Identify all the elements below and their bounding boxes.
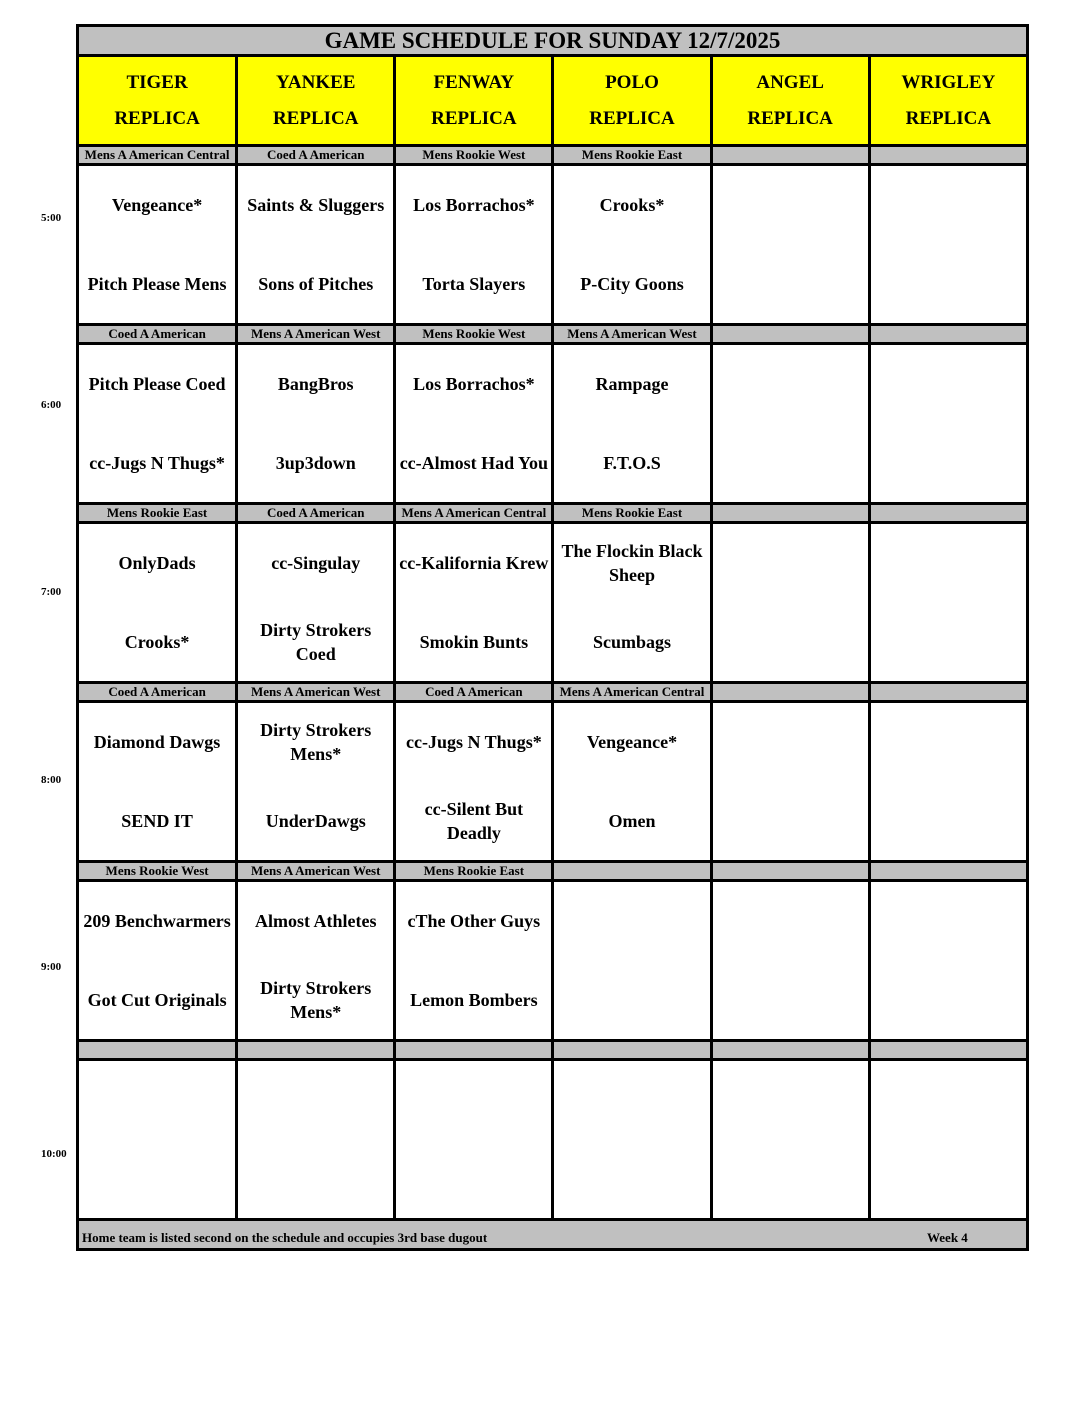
- away-team: Almost Athletes: [254, 911, 377, 932]
- home-team: [871, 424, 1026, 503]
- away-team: The Flockin Black Sheep: [561, 541, 703, 586]
- division-label: Mens Rookie West: [395, 146, 553, 165]
- field-name: WRIGLEY: [901, 71, 996, 93]
- division-label: Mens A American West: [553, 325, 711, 344]
- home-team: [554, 1140, 709, 1219]
- division-label: Coed A American: [237, 504, 395, 523]
- division-label: [395, 1041, 553, 1060]
- game-cell: [711, 1060, 869, 1220]
- game-cell: [553, 344, 711, 504]
- division-label: [78, 1041, 237, 1060]
- away-team: [713, 882, 868, 961]
- home-team: [871, 1140, 1026, 1219]
- division-label: [553, 1041, 711, 1060]
- away-team: Diamond Dawgs: [93, 732, 221, 753]
- field-type: REPLICA: [589, 107, 675, 129]
- home-team: [871, 603, 1026, 682]
- game-cell: [237, 702, 395, 862]
- home-team: [871, 245, 1026, 324]
- away-team: Saints & Sluggers: [247, 195, 385, 216]
- game-row: [78, 344, 1028, 504]
- field-header-polo: [553, 56, 711, 146]
- field-header-angel: [711, 56, 869, 146]
- home-team: Omen: [608, 810, 656, 831]
- home-team: Dirty Strokers Coed: [260, 619, 372, 664]
- field-name: TIGER: [126, 71, 188, 93]
- division-label: Mens Rookie East: [395, 862, 553, 881]
- home-team: [396, 1140, 551, 1219]
- away-team: [713, 166, 868, 245]
- game-cell: [553, 523, 711, 683]
- division-label: [711, 146, 869, 165]
- home-team: Lemon Bombers: [410, 989, 538, 1010]
- time-slot-label: 9:00: [41, 961, 62, 973]
- away-team: Rampage: [595, 374, 669, 395]
- division-row: [78, 146, 1028, 165]
- game-cell: [78, 881, 237, 1041]
- away-team: [871, 524, 1026, 603]
- home-team: Got Cut Originals: [87, 989, 227, 1010]
- game-cell: [395, 165, 553, 325]
- time-slot-label: 5:00: [41, 212, 62, 224]
- away-team: [713, 524, 868, 603]
- home-team: [871, 961, 1026, 1040]
- home-team-note: Home team is listed second on the schedule and occupies 3rd base dugout: [82, 1230, 488, 1245]
- game-cell: [553, 881, 711, 1041]
- away-team: [713, 703, 868, 782]
- game-cell: [553, 702, 711, 862]
- division-label: Mens A American West: [237, 325, 395, 344]
- field-name: ANGEL: [756, 71, 824, 93]
- division-label: Coed A American: [395, 683, 553, 702]
- home-team: [871, 782, 1026, 861]
- footer-bar: [78, 1220, 1028, 1250]
- week-label: Week 4: [927, 1230, 968, 1245]
- field-type: REPLICA: [114, 107, 200, 129]
- away-team: BangBros: [277, 374, 354, 395]
- game-cell: [78, 344, 237, 504]
- game-cell: [711, 344, 869, 504]
- away-team: [871, 166, 1026, 245]
- field-name: FENWAY: [433, 71, 515, 93]
- game-cell: [395, 344, 553, 504]
- division-label: Mens A American Central: [78, 146, 237, 165]
- away-team: cThe Other Guys: [407, 911, 541, 932]
- time-slot-label: 8:00: [41, 774, 62, 786]
- game-cell: [711, 523, 869, 683]
- field-header-fenway: [395, 56, 553, 146]
- division-label: [711, 862, 869, 881]
- away-team: cc-Singulay: [271, 553, 361, 574]
- home-team: cc-Jugs N Thugs*: [89, 452, 225, 473]
- division-row: [78, 1041, 1028, 1060]
- time-column: [0, 0, 76, 1408]
- time-slot-label: 7:00: [41, 586, 62, 598]
- game-cell: [78, 1060, 237, 1220]
- division-label: Mens Rookie East: [78, 504, 237, 523]
- division-label: [869, 325, 1027, 344]
- game-cell: [78, 165, 237, 325]
- home-team: 3up3down: [275, 452, 356, 473]
- away-team: Pitch Please Coed: [88, 374, 226, 395]
- field-name: POLO: [605, 71, 659, 93]
- division-label: Mens Rookie West: [395, 325, 553, 344]
- game-cell: [869, 1060, 1027, 1220]
- home-team: [713, 782, 868, 861]
- home-team: Pitch Please Mens: [87, 273, 227, 294]
- game-cell: [237, 165, 395, 325]
- game-cell: [553, 1060, 711, 1220]
- game-cell: [237, 1060, 395, 1220]
- game-cell: [869, 881, 1027, 1041]
- field-name: YANKEE: [275, 71, 356, 93]
- away-team: Dirty Strokers Mens*: [260, 720, 372, 765]
- home-team: [238, 1140, 393, 1219]
- away-team: Los Borrachos*: [413, 195, 535, 216]
- division-label: [869, 504, 1027, 523]
- game-row: [78, 165, 1028, 325]
- field-type: REPLICA: [272, 107, 359, 129]
- division-label: Mens Rookie East: [553, 504, 711, 523]
- away-team: OnlyDads: [118, 553, 196, 574]
- game-cell: [237, 523, 395, 683]
- time-slot-label: 6:00: [41, 399, 62, 411]
- away-team: [871, 703, 1026, 782]
- away-team: Vengeance*: [586, 732, 678, 753]
- away-team: [238, 1061, 393, 1140]
- division-label: [711, 1041, 869, 1060]
- home-team: F.T.O.S: [603, 452, 661, 473]
- game-cell: [237, 881, 395, 1041]
- home-team: Dirty Strokers Mens*: [260, 977, 372, 1022]
- home-team: [79, 1140, 235, 1219]
- home-team: UnderDawgs: [265, 810, 366, 831]
- field-type: REPLICA: [431, 107, 517, 129]
- division-label: [711, 504, 869, 523]
- division-row: [78, 504, 1028, 523]
- game-cell: [711, 702, 869, 862]
- field-header-tiger: [78, 56, 237, 146]
- division-label: Mens Rookie West: [78, 862, 237, 881]
- away-team: Los Borrachos*: [413, 374, 535, 395]
- game-cell: [395, 1060, 553, 1220]
- home-team: [713, 961, 868, 1040]
- home-team: P-City Goons: [580, 273, 684, 294]
- division-label: Coed A American: [78, 325, 237, 344]
- home-team: SEND IT: [121, 810, 193, 831]
- division-label: [869, 146, 1027, 165]
- away-team: [871, 345, 1026, 424]
- game-cell: [395, 702, 553, 862]
- division-label: [711, 683, 869, 702]
- game-cell: [869, 344, 1027, 504]
- away-team: Vengeance*: [111, 195, 203, 216]
- away-team: [554, 882, 709, 961]
- division-label: Mens A American West: [237, 683, 395, 702]
- away-team: [79, 1061, 235, 1140]
- division-label: Mens A American Central: [553, 683, 711, 702]
- page-title: GAME SCHEDULE FOR SUNDAY 12/7/2025: [78, 26, 1028, 56]
- away-team: [713, 1061, 868, 1140]
- away-team: [871, 882, 1026, 961]
- home-team: [713, 245, 868, 324]
- time-slot-label: 10:00: [41, 1148, 67, 1160]
- away-team: Crooks*: [599, 195, 665, 216]
- home-team: [713, 603, 868, 682]
- division-row: [78, 325, 1028, 344]
- home-team: Crooks*: [124, 631, 190, 652]
- division-row: [78, 862, 1028, 881]
- game-row: [78, 1060, 1028, 1220]
- division-label: [553, 862, 711, 881]
- division-label: [237, 1041, 395, 1060]
- game-cell: [869, 702, 1027, 862]
- division-label: Coed A American: [78, 683, 237, 702]
- game-cell: [78, 523, 237, 683]
- away-team: [871, 1061, 1026, 1140]
- game-cell: [237, 344, 395, 504]
- field-type: REPLICA: [905, 107, 992, 129]
- game-cell: [869, 523, 1027, 683]
- home-team: Smokin Bunts: [419, 631, 529, 652]
- home-team: Torta Slayers: [422, 273, 526, 294]
- field-header-yankee: [237, 56, 395, 146]
- game-cell: [395, 881, 553, 1041]
- away-team: cc-Kalifornia Krew: [399, 553, 549, 574]
- schedule-table: [76, 24, 1029, 1251]
- away-team: [396, 1061, 551, 1140]
- field-header-wrigley: [869, 56, 1027, 146]
- away-team: 209 Benchwarmers: [83, 911, 231, 932]
- division-label: [869, 1041, 1027, 1060]
- game-cell: [869, 165, 1027, 325]
- game-cell: [711, 881, 869, 1041]
- division-label: Mens Rookie East: [553, 146, 711, 165]
- division-label: Mens A American West: [237, 862, 395, 881]
- game-cell: [711, 165, 869, 325]
- game-cell: [553, 165, 711, 325]
- division-label: Mens A American Central: [395, 504, 553, 523]
- division-label: [869, 683, 1027, 702]
- home-team: Scumbags: [592, 631, 671, 652]
- away-team: [554, 1061, 709, 1140]
- home-team: Sons of Pitches: [258, 273, 374, 294]
- division-label: [711, 325, 869, 344]
- home-team: cc-Almost Had You: [399, 452, 549, 473]
- home-team: [713, 424, 868, 503]
- division-label: Coed A American: [237, 146, 395, 165]
- game-row: [78, 702, 1028, 862]
- division-label: [869, 862, 1027, 881]
- home-team: [554, 961, 709, 1040]
- game-cell: [78, 702, 237, 862]
- division-row: [78, 683, 1028, 702]
- home-team: [713, 1140, 868, 1219]
- game-cell: [395, 523, 553, 683]
- away-team: cc-Jugs N Thugs*: [406, 732, 542, 753]
- field-type: REPLICA: [747, 107, 833, 129]
- home-team: cc-Silent But Deadly: [424, 798, 524, 843]
- away-team: [713, 345, 868, 424]
- game-row: [78, 881, 1028, 1041]
- game-row: [78, 523, 1028, 683]
